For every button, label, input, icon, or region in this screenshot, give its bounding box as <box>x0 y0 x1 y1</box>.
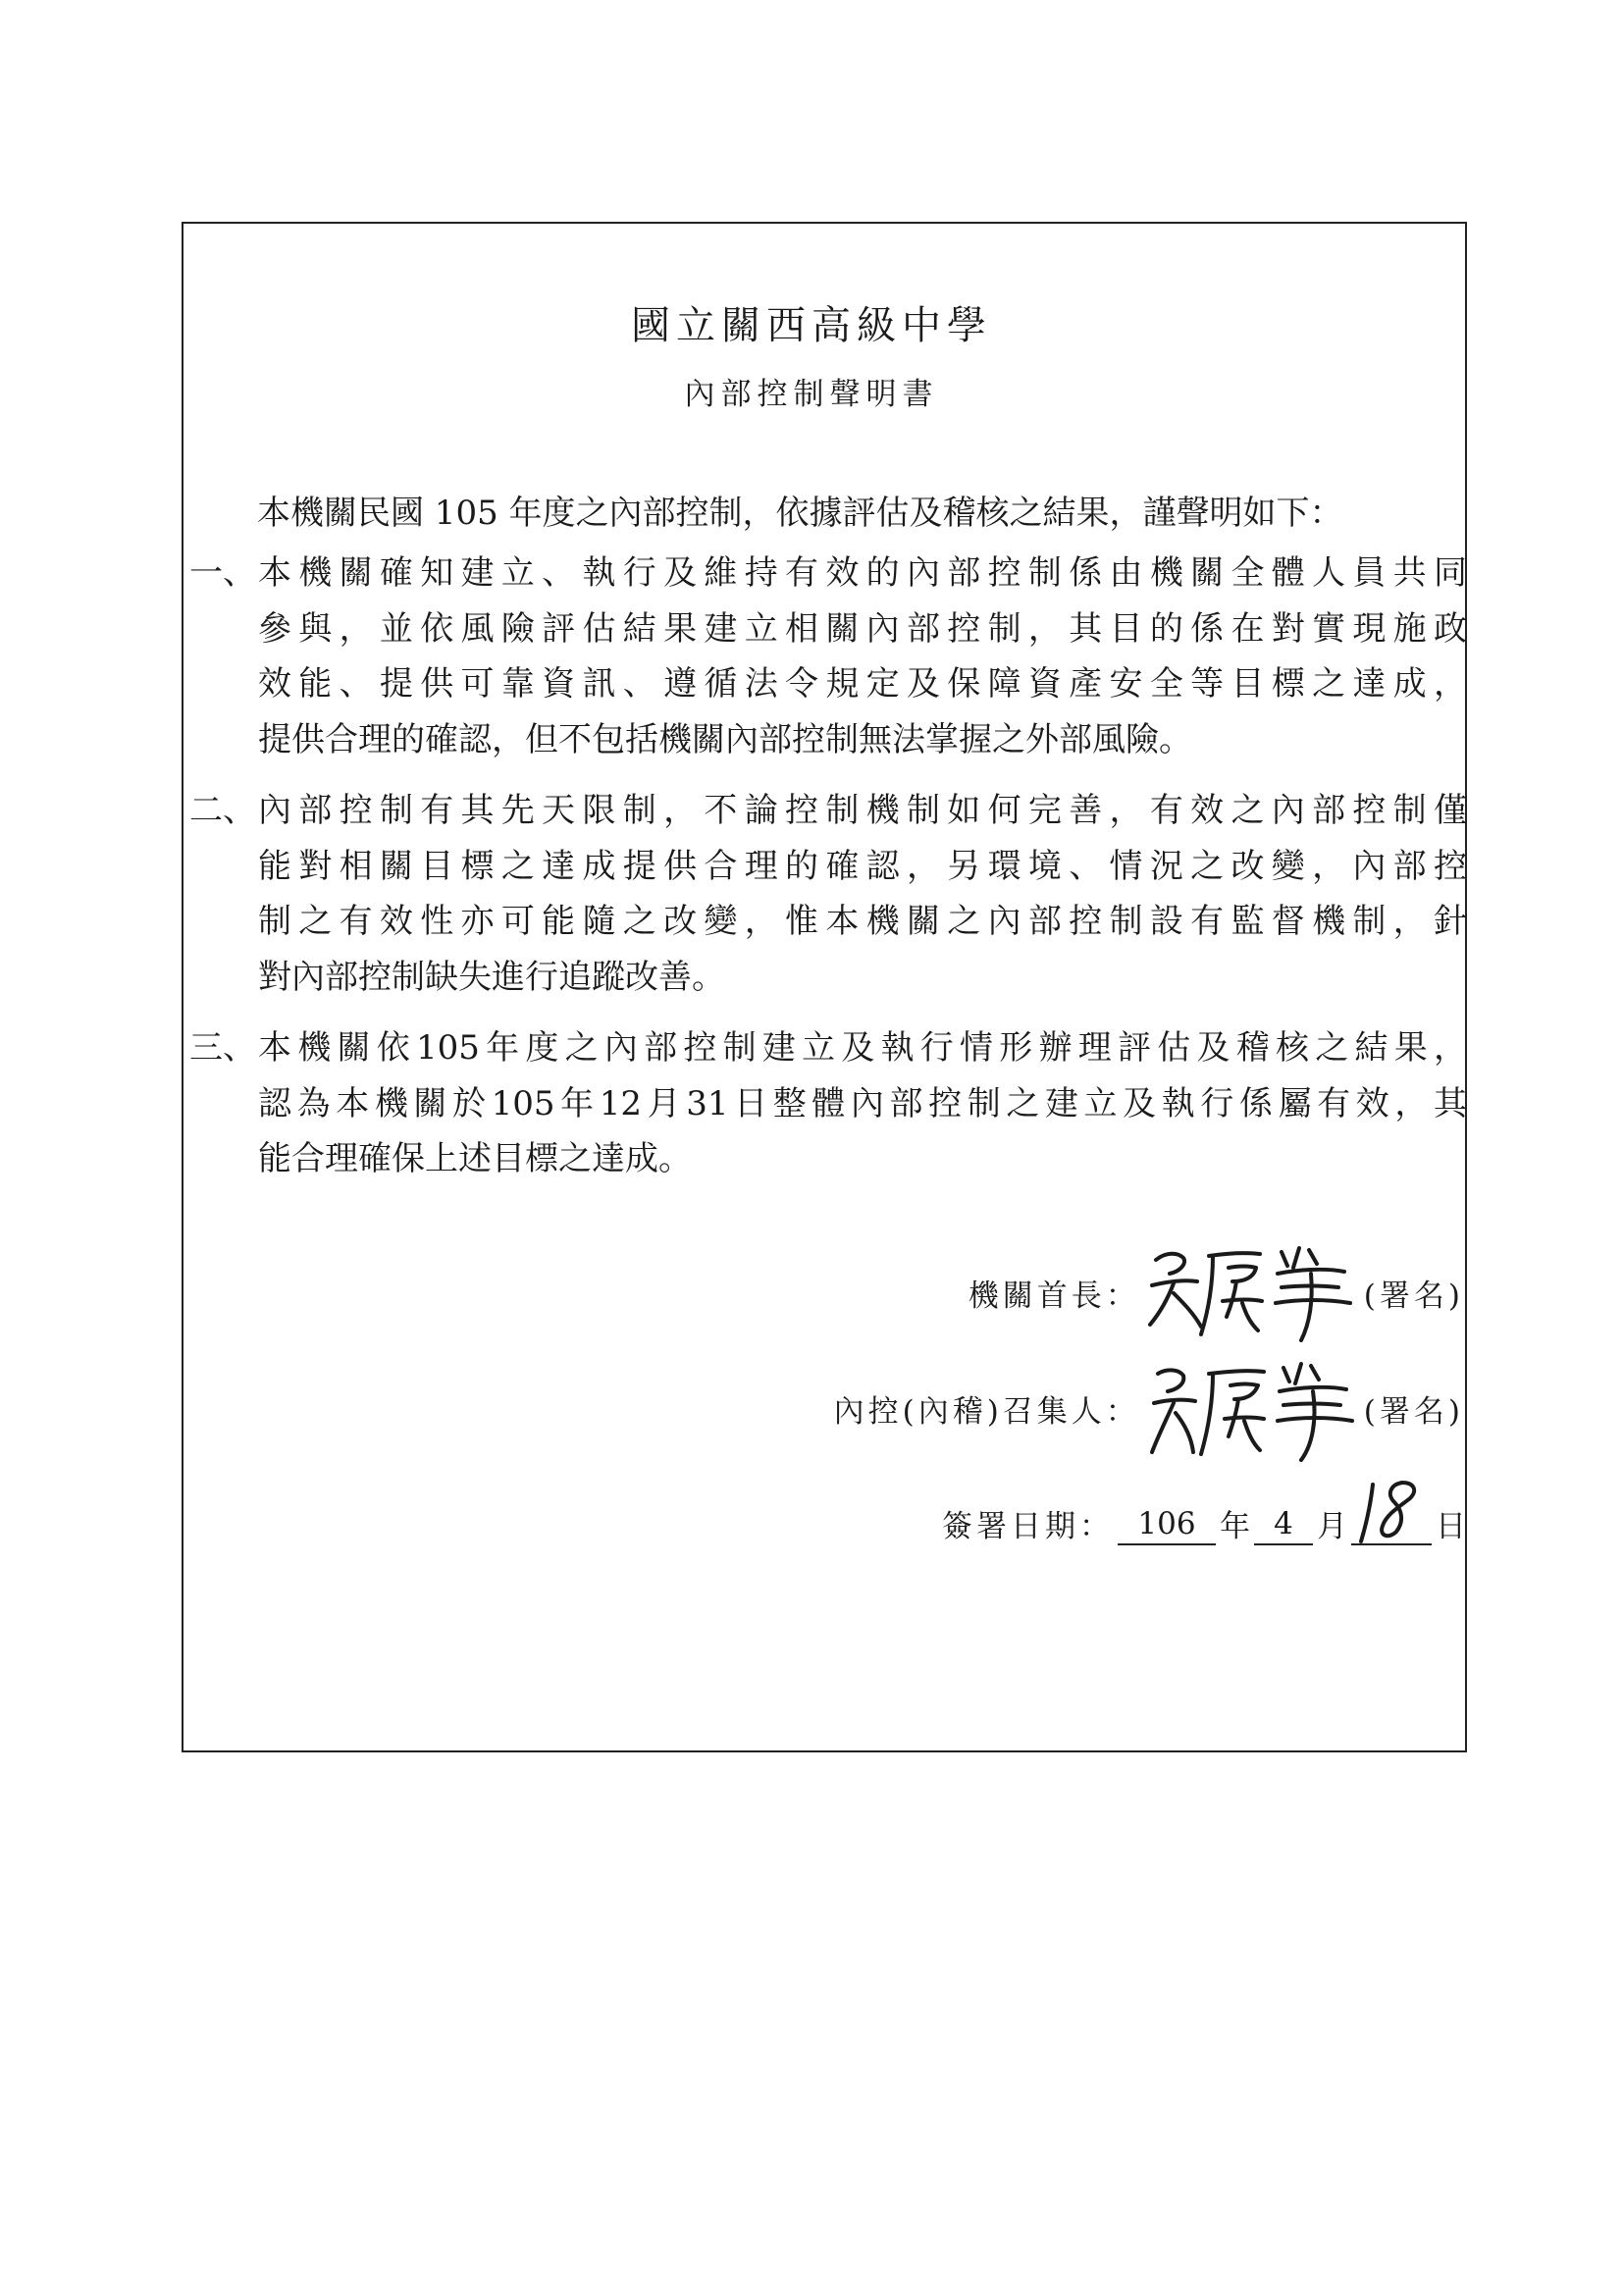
convener-sign-note: (署名) <box>1363 1393 1464 1430</box>
date-month-unit: 月 <box>1317 1509 1347 1544</box>
convener-label: 內控(內稽)召集人： <box>833 1393 1140 1430</box>
item-line: 能合理確保上述目標之達成。 <box>258 1139 692 1178</box>
item-line: 提供合理的確認，但不包括機關內部控制無法掌握之外部風險。 <box>258 719 1192 759</box>
item-line: 制之有效性亦可能隨之改變，惟本機關之內部控制設有監督機制，針 <box>258 902 1467 941</box>
item-line: 內部控制有其先天限制，不論控制機制如何完善，有效之內部控制僅 <box>258 791 1467 830</box>
item-line: 能對相關目標之達成提供合理的確認，另環境、情況之改變，內部控 <box>258 846 1467 886</box>
item-number: 二、 <box>189 791 256 830</box>
page-subtitle: 內部控制聲明書 <box>684 377 939 412</box>
item-line: 本機關依105年度之內部控制建立及執行情形辦理評估及稽核之結果， <box>258 1028 1467 1068</box>
date-month: 4 <box>1254 1504 1313 1545</box>
date-day <box>1351 1504 1432 1545</box>
head-label: 機關首長： <box>968 1278 1140 1314</box>
statement-item-3 <box>189 1020 1467 1187</box>
item-number: 一、 <box>189 553 256 593</box>
page-title: 國立關西高級中學 <box>631 303 992 348</box>
date-label: 簽署日期： <box>942 1509 1114 1544</box>
statement-item-1 <box>189 546 1467 767</box>
convener-signature <box>1144 1354 1360 1462</box>
date-day-unit: 日 <box>1436 1509 1466 1544</box>
item-line: 對內部控制缺失進行追蹤改善。 <box>258 957 725 997</box>
head-signature <box>1144 1238 1360 1346</box>
item-line: 認為本機關於105年12月31日整體內部控制之建立及執行係屬有效，其 <box>258 1083 1467 1123</box>
item-line: 參與，並依風險評估結果建立相關內部控制，其目的係在對實現施政 <box>258 608 1467 649</box>
item-line: 本機關確知建立、執行及維持有效的內部控制係由機關全體人員共同 <box>258 553 1467 593</box>
head-sign-note: (署名) <box>1363 1278 1464 1314</box>
statement-item-2 <box>189 783 1467 1005</box>
date-year-unit: 年 <box>1220 1509 1250 1544</box>
intro-paragraph: 本機關民國 105 年度之內部控制，依據評估及稽核之結果，謹聲明如下： <box>257 494 1343 533</box>
convener-signature-row <box>834 1354 1464 1462</box>
item-line: 效能、提供可靠資訊、遵循法令規定及保障資產安全等目標之達成， <box>258 664 1467 704</box>
date-year: 106 <box>1118 1504 1216 1545</box>
item-number: 三、 <box>189 1028 256 1068</box>
head-signature-row <box>969 1238 1464 1346</box>
signing-date-row <box>942 1501 1466 1545</box>
